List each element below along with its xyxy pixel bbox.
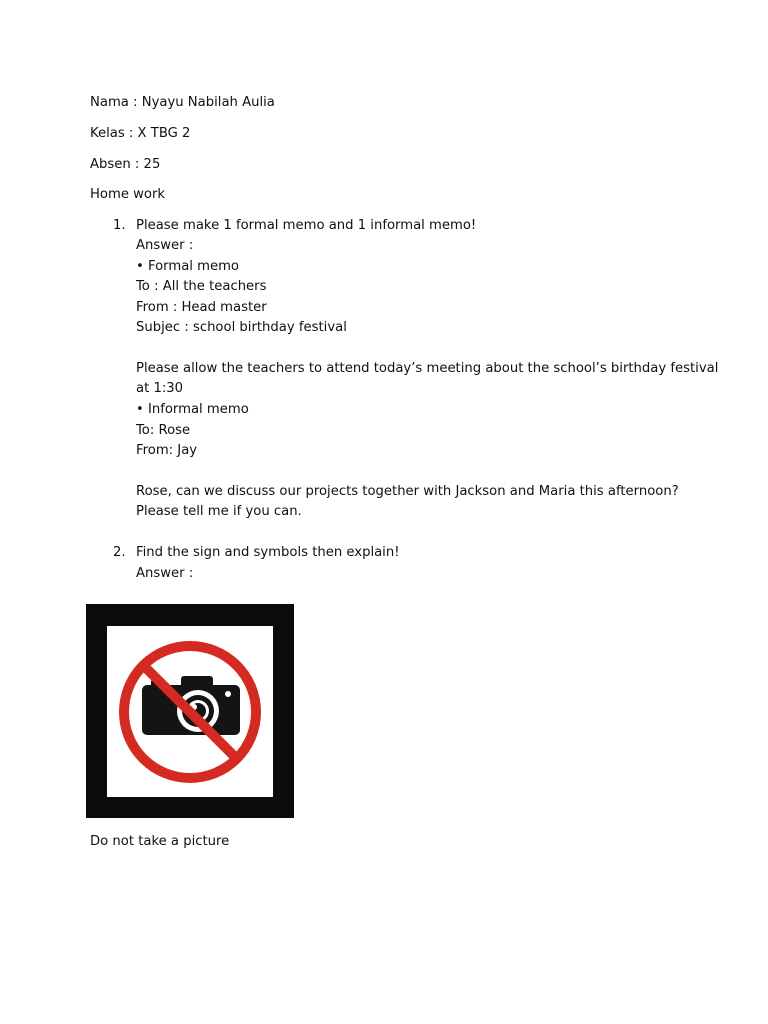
question-2-number: 2. [113,545,126,560]
question-1-answer-label: Answer : [136,238,194,253]
no-camera-icon [107,626,273,797]
question-2-text: Find the sign and symbols then explain! [136,545,400,560]
formal-memo-body-line-2: at 1:30 [136,381,184,396]
homework-heading: Home work [90,187,166,202]
formal-memo-from: From : Head master [136,300,267,315]
sign-caption: Do not take a picture [90,834,230,849]
question-1-text: Please make 1 formal memo and 1 informal memo! [136,218,477,233]
formal-memo-to: To : All the teachers [136,279,267,294]
student-class: Kelas : X TBG 2 [90,126,191,141]
informal-memo-body-line-2: Please tell me if you can. [136,504,302,519]
question-1-number: 1. [113,218,126,233]
informal-memo-from: From: Jay [136,443,198,458]
student-name: Nama : Nyayu Nabilah Aulia [90,95,275,110]
formal-memo-heading: • Formal memo [136,259,240,274]
informal-memo-heading: • Informal memo [136,402,249,417]
informal-memo-body-line-1: Rose, can we discuss our projects together with Jackson and Maria this afternoon? [136,484,679,499]
question-2-answer-label: Answer : [136,566,194,581]
formal-memo-body-line-1: Please allow the teachers to attend today’s meeting about the school’s birthday festival [136,361,719,376]
informal-memo-to: To: Rose [136,423,191,438]
student-attendance-number: Absen : 25 [90,157,161,172]
formal-memo-subject: Subjec : school birthday festival [136,320,347,335]
